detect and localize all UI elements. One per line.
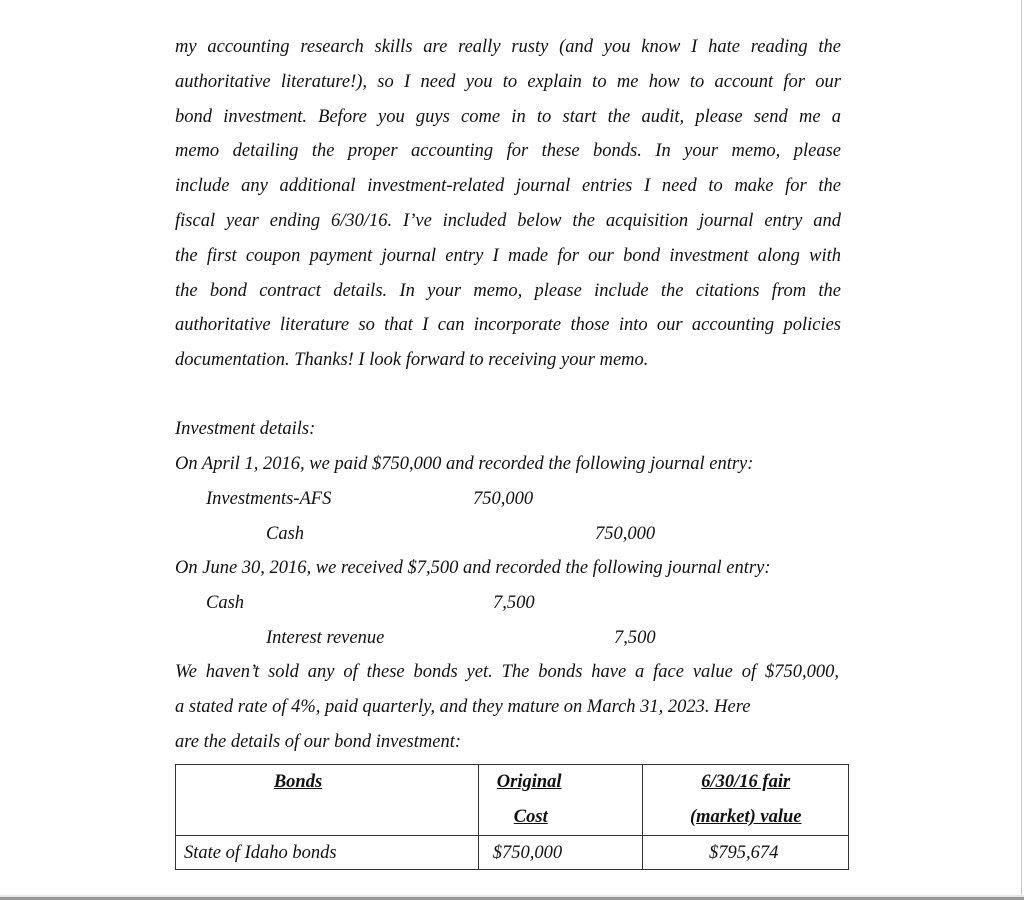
memo-line: authoritative literature so that I can incorporate those into our accounting policies [175, 315, 841, 336]
header-fair-value-line1: 6/30/16 fair [701, 772, 791, 792]
entry1-debit-amount: 750,000 [473, 489, 534, 509]
entry1-debit-account: Investments-AFS [206, 489, 332, 509]
bond-name-cell [176, 836, 479, 870]
fair-value-cell [643, 836, 849, 870]
memo-line: the bond contract details. In your memo, please include the citations from the [175, 280, 841, 301]
original-cost-value: $750,000 [492, 842, 563, 863]
closing-paragraph [175, 655, 839, 759]
entry1-credit-account: Cash [266, 524, 305, 544]
memo-line: the first coupon payment journal entry I made for our bond investment along with [175, 245, 841, 266]
bond-investment-table [175, 764, 849, 870]
entry2-debit-amount: 7,500 [493, 593, 535, 613]
entry2-intro: On June 30, 2016, we received $7,500 and recorded the following journal entry: [175, 558, 771, 578]
fair-value: $795,674 [709, 842, 779, 863]
header-fair-value-cell [643, 765, 849, 836]
header-original: Original [496, 772, 562, 792]
closing-line: are the details of our bond investment: [175, 731, 462, 752]
entry2-debit-account: Cash [206, 593, 245, 613]
header-cost-cell [478, 765, 643, 836]
entry1-credit-amount: 750,000 [595, 524, 656, 544]
memo-line: fiscal year ending 6/30/16. I’ve included below the acquisition journal entry and [175, 210, 841, 231]
investment-details-heading: Investment details: [175, 419, 316, 439]
table-header-row [176, 765, 849, 836]
memo-line: authoritative literature!), so I need you to explain to me how to account for our [175, 71, 841, 92]
table-row [176, 836, 849, 870]
closing-line: We haven’t sold any of these bonds yet. The bonds have a face value of $750,000, [175, 662, 839, 682]
header-fair-value-line2: (market) value [689, 807, 802, 827]
header-bonds: Bonds [273, 772, 323, 792]
cost-cell [478, 836, 643, 870]
bond-name: State of Idaho bonds [184, 842, 337, 863]
page-right-edge [1021, 0, 1022, 900]
memo-line: include any additional investment-related journal entries I need to make for the [175, 176, 841, 197]
memo-paragraph [175, 30, 841, 378]
memo-line: my accounting research skills are really rusty (and you know I hate reading the [175, 37, 841, 57]
entry1-intro: On April 1, 2016, we paid $750,000 and recorded the following journal entry: [175, 454, 754, 474]
header-bonds-cell [176, 765, 479, 836]
memo-line: documentation. Thanks! I look forward to receiving your memo. [175, 350, 649, 371]
memo-line: bond investment. Before you guys come in to start the audit, please send me a [175, 106, 841, 127]
memo-line: memo detailing the proper accounting for these bonds. In your memo, please [175, 141, 841, 162]
entry2-credit-account: Interest revenue [266, 628, 385, 648]
closing-line: a stated rate of 4%, paid quarterly, and they mature on March 31, 2023. Here [175, 696, 751, 717]
entry2-credit-amount: 7,500 [614, 628, 656, 648]
header-cost: Cost [513, 807, 548, 827]
